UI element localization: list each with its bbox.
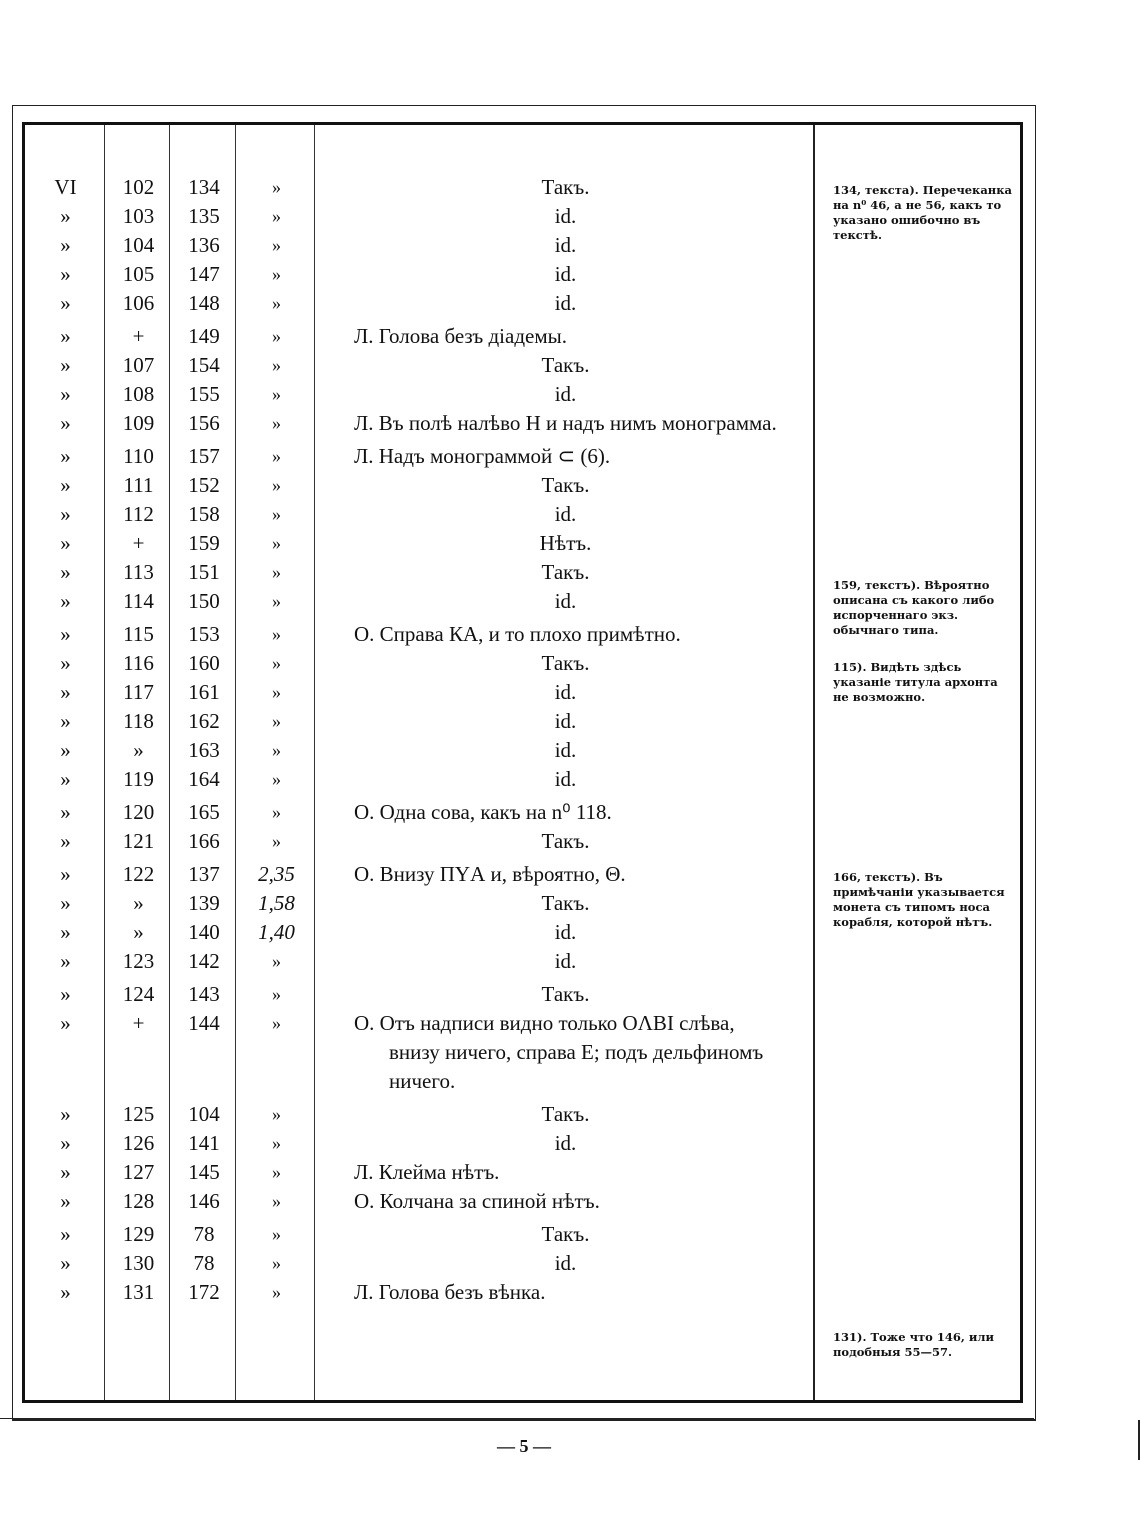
weight-cell: »: [272, 711, 281, 731]
table-row: [25, 947, 815, 976]
table-row: [25, 1129, 815, 1158]
series-cell: »: [60, 920, 71, 944]
number-cell: 124: [122, 982, 155, 1006]
catalog-number-cell: 166: [188, 829, 220, 853]
table-row: [25, 918, 815, 947]
description-cell: id.: [554, 291, 577, 315]
description-cell: id.: [554, 680, 577, 704]
catalog-number-cell: 146: [188, 1189, 220, 1213]
weight-cell: 2,35: [258, 862, 295, 886]
note: 159, текстъ). Вѣроятно описана съ какого либо испорченнаго экз. обычнаго типа.: [833, 578, 995, 637]
description-cell: [316, 409, 815, 438]
description-cell: id.: [554, 262, 577, 286]
weight-cell: »: [272, 293, 281, 313]
description-cell: [316, 442, 815, 471]
description-cell: id.: [554, 1131, 577, 1155]
series-cell: »: [60, 1189, 71, 1213]
catalog-number-cell: 143: [188, 982, 220, 1006]
table-row: [25, 1100, 815, 1129]
table-row: [25, 860, 815, 889]
description-cell: Такъ.: [541, 175, 590, 199]
weight-cell: »: [272, 1253, 281, 1273]
description-cell: [316, 620, 815, 649]
table-row: [25, 1187, 815, 1216]
weight-cell: »: [272, 831, 281, 851]
number-cell: 125: [122, 1102, 155, 1126]
series-cell: »: [60, 862, 71, 886]
catalog-number-cell: 157: [188, 444, 220, 468]
weight-cell: »: [272, 1013, 281, 1033]
description-cell: [316, 798, 815, 827]
description-text: Л. Въ полѣ налѣво Н и надъ нимъ монограмма.: [354, 411, 777, 435]
catalog-number-cell: 140: [188, 920, 220, 944]
number-cell: 120: [122, 800, 155, 824]
number-cell: 116: [123, 651, 154, 675]
number-cell: 111: [123, 473, 154, 497]
table-row: [25, 500, 815, 529]
number-cell: 110: [123, 444, 154, 468]
number-cell: 131: [122, 1280, 155, 1304]
description-cell: id.: [554, 920, 577, 944]
catalog-number-cell: 165: [188, 800, 220, 824]
number-cell: +: [132, 1011, 145, 1035]
series-cell: »: [60, 324, 71, 348]
description-text: О. Отъ надписи видно только ОΛВІ слѣва, внизу ничего, справа Е; подъ дельфиномъ ничего.: [354, 1011, 764, 1093]
table-row: [25, 798, 815, 827]
catalog-number-cell: 152: [188, 473, 220, 497]
description-cell: [316, 322, 815, 351]
table-row: [25, 529, 815, 558]
series-cell: »: [60, 589, 71, 613]
catalog-number-cell: 163: [188, 738, 220, 762]
weight-cell: »: [272, 984, 281, 1004]
table-row: [25, 409, 815, 438]
series-cell: »: [60, 411, 71, 435]
table-row: [25, 587, 815, 616]
catalog-number-cell: 158: [188, 502, 220, 526]
description-cell: Такъ.: [541, 982, 590, 1006]
description-cell: id.: [554, 738, 577, 762]
note: 166, текстъ). Въ примѣчаніи указывается монета съ типомъ носа корабля, которой нѣтъ.: [833, 870, 1005, 929]
description-cell: id.: [554, 1251, 577, 1275]
number-cell: »: [133, 738, 144, 762]
series-cell: »: [60, 382, 71, 406]
series-cell: »: [60, 560, 71, 584]
weight-cell: »: [272, 1191, 281, 1211]
description-cell: id.: [554, 589, 577, 613]
catalog-number-cell: 137: [188, 862, 220, 886]
number-cell: 122: [122, 862, 155, 886]
weight-cell: »: [272, 740, 281, 760]
description-cell: [316, 860, 815, 889]
bottom-rule: [0, 1418, 1034, 1419]
number-cell: 103: [122, 204, 155, 228]
table-body: [25, 173, 815, 1307]
series-cell: »: [60, 651, 71, 675]
description-cell: Такъ.: [541, 473, 590, 497]
series-cell: »: [60, 622, 71, 646]
table-row: [25, 558, 815, 587]
description-text: О. Колчана за спиной нѣтъ.: [354, 1189, 600, 1213]
description-cell: [316, 1278, 815, 1307]
catalog-number-cell: 161: [188, 680, 220, 704]
note: 131). Тоже что 146, или подобныя 55—57.: [833, 1330, 995, 1359]
weight-cell: »: [272, 562, 281, 582]
description-cell: Такъ.: [541, 353, 590, 377]
weight-cell: »: [272, 624, 281, 644]
weight-cell: »: [272, 1162, 281, 1182]
catalog-number-cell: 78: [193, 1251, 215, 1275]
table-row: [25, 289, 815, 318]
series-cell: »: [60, 204, 71, 228]
number-cell: 129: [122, 1222, 155, 1246]
series-cell: »: [60, 291, 71, 315]
series-cell: »: [60, 891, 71, 915]
description-cell: id.: [554, 382, 577, 406]
table-row: [25, 471, 815, 500]
table-row: [25, 1009, 815, 1096]
table-row: [25, 202, 815, 231]
weight-cell: »: [272, 235, 281, 255]
weight-cell: »: [272, 206, 281, 226]
weight-cell: »: [272, 177, 281, 197]
table-row: [25, 380, 815, 409]
table-row: [25, 1158, 815, 1187]
series-cell: »: [60, 1102, 71, 1126]
table-row: [25, 351, 815, 380]
series-cell: »: [60, 709, 71, 733]
series-cell: »: [60, 1251, 71, 1275]
series-cell: »: [60, 1280, 71, 1304]
weight-cell: »: [272, 1133, 281, 1153]
weight-cell: »: [272, 533, 281, 553]
table-row: [25, 442, 815, 471]
weight-cell: 1,58: [258, 891, 295, 915]
series-cell: »: [60, 949, 71, 973]
number-cell: 109: [122, 411, 155, 435]
weight-cell: 1,40: [258, 920, 295, 944]
weight-cell: »: [272, 413, 281, 433]
description-cell: [316, 1158, 815, 1187]
catalog-number-cell: 147: [188, 262, 220, 286]
weight-cell: »: [272, 446, 281, 466]
number-cell: 106: [122, 291, 155, 315]
weight-cell: »: [272, 591, 281, 611]
number-cell: »: [133, 891, 144, 915]
description-cell: id.: [554, 949, 577, 973]
number-cell: 115: [123, 622, 154, 646]
series-cell: »: [60, 444, 71, 468]
description-text: Л. Голова безъ діадемы.: [354, 324, 567, 348]
weight-cell: »: [272, 802, 281, 822]
table-row: [25, 649, 815, 678]
catalog-number-cell: 78: [193, 1222, 215, 1246]
catalog-number-cell: 160: [188, 651, 220, 675]
table-row: [25, 980, 815, 1009]
series-cell: »: [60, 233, 71, 257]
series-cell: »: [60, 1160, 71, 1184]
table-row: [25, 260, 815, 289]
weight-cell: »: [272, 384, 281, 404]
table-row: [25, 231, 815, 260]
table-row: [25, 765, 815, 794]
number-cell: 114: [123, 589, 154, 613]
table-row: [25, 736, 815, 765]
description-text: О. Внизу ПYА и, вѣроятно, Θ.: [354, 862, 626, 886]
series-cell: »: [60, 1011, 71, 1035]
number-cell: 121: [122, 829, 155, 853]
series-cell: VI: [54, 175, 77, 199]
description-cell: id.: [554, 709, 577, 733]
catalog-number-cell: 104: [188, 1102, 220, 1126]
number-cell: »: [133, 920, 144, 944]
catalog-number-cell: 136: [188, 233, 220, 257]
number-cell: 117: [123, 680, 154, 704]
catalog-number-cell: 172: [188, 1280, 220, 1304]
series-cell: »: [60, 1131, 71, 1155]
number-cell: 127: [122, 1160, 155, 1184]
weight-cell: »: [272, 355, 281, 375]
series-cell: »: [60, 982, 71, 1006]
table-row: [25, 827, 815, 856]
catalog-number-cell: 144: [188, 1011, 220, 1035]
table-row: [25, 322, 815, 351]
page-number: — 5 —: [497, 1436, 551, 1456]
catalog-number-cell: 149: [188, 324, 220, 348]
catalog-number-cell: 148: [188, 291, 220, 315]
description-cell: id.: [554, 767, 577, 791]
description-text: О. Одна сова, какъ на n⁰ 118.: [354, 800, 612, 824]
series-cell: »: [60, 262, 71, 286]
note: 134, текста). Перечеканка на n⁰ 46, а не 56, какъ то указано ошибочно въ текстѣ.: [833, 183, 1012, 242]
series-cell: »: [60, 738, 71, 762]
weight-cell: »: [272, 475, 281, 495]
number-cell: +: [132, 531, 145, 555]
catalog-number-cell: 150: [188, 589, 220, 613]
catalog-number-cell: 164: [188, 767, 220, 791]
series-cell: »: [60, 767, 71, 791]
description-cell: Такъ.: [541, 1102, 590, 1126]
series-cell: »: [60, 353, 71, 377]
series-cell: »: [60, 531, 71, 555]
number-cell: 112: [123, 502, 154, 526]
description-cell: id.: [554, 233, 577, 257]
series-cell: »: [60, 1222, 71, 1246]
series-cell: »: [60, 473, 71, 497]
catalog-number-cell: 141: [188, 1131, 220, 1155]
table-row: [25, 1220, 815, 1249]
description-cell: id.: [554, 204, 577, 228]
number-cell: 104: [122, 233, 155, 257]
number-cell: 107: [122, 353, 155, 377]
table-frame: [22, 122, 1023, 1403]
description-cell: Такъ.: [541, 560, 590, 584]
table-row: [25, 1278, 815, 1307]
description-cell: Такъ.: [541, 651, 590, 675]
catalog-number-cell: 135: [188, 204, 220, 228]
series-cell: »: [60, 829, 71, 853]
table-row: [25, 1249, 815, 1278]
description-text: О. Справа КА, и то плохо примѣтно.: [354, 622, 681, 646]
weight-cell: »: [272, 769, 281, 789]
description-cell: Нѣтъ.: [539, 531, 592, 555]
description-text: Л. Клейма нѣтъ.: [354, 1160, 500, 1184]
description-cell: [316, 1009, 815, 1096]
description-cell: id.: [554, 502, 577, 526]
catalog-number-cell: 145: [188, 1160, 220, 1184]
description-cell: [316, 1187, 815, 1216]
table-row: [25, 173, 815, 202]
catalog-number-cell: 134: [188, 175, 220, 199]
number-cell: 130: [122, 1251, 155, 1275]
table-row: [25, 620, 815, 649]
number-cell: +: [132, 324, 145, 348]
catalog-number-cell: 159: [188, 531, 220, 555]
number-cell: 108: [122, 382, 155, 406]
number-cell: 123: [122, 949, 155, 973]
weight-cell: »: [272, 504, 281, 524]
catalog-number-cell: 154: [188, 353, 220, 377]
note: 115). Видѣть здѣсь указаніе титула архонта не возможно.: [833, 660, 998, 704]
description-cell: Такъ.: [541, 1222, 590, 1246]
catalog-number-cell: 151: [188, 560, 220, 584]
table-row: [25, 889, 815, 918]
catalog-number-cell: 142: [188, 949, 220, 973]
description-text: Л. Голова безъ вѣнка.: [354, 1280, 546, 1304]
number-cell: 126: [122, 1131, 155, 1155]
series-cell: »: [60, 502, 71, 526]
number-cell: 102: [122, 175, 155, 199]
description-cell: Такъ.: [541, 829, 590, 853]
catalog-number-cell: 155: [188, 382, 220, 406]
catalog-number-cell: 162: [188, 709, 220, 733]
weight-cell: »: [272, 326, 281, 346]
catalog-number-cell: 153: [188, 622, 220, 646]
weight-cell: »: [272, 1282, 281, 1302]
weight-cell: »: [272, 264, 281, 284]
table-row: [25, 707, 815, 736]
number-cell: 113: [123, 560, 154, 584]
weight-cell: »: [272, 682, 281, 702]
table-row: [25, 678, 815, 707]
series-cell: »: [60, 800, 71, 824]
catalog-number-cell: 139: [188, 891, 220, 915]
number-cell: 119: [123, 767, 154, 791]
number-cell: 128: [122, 1189, 155, 1213]
description-cell: Такъ.: [541, 891, 590, 915]
number-cell: 105: [122, 262, 155, 286]
series-cell: »: [60, 680, 71, 704]
catalog-number-cell: 156: [188, 411, 220, 435]
description-text: Л. Надъ монограммой ⊂ (6).: [354, 444, 611, 468]
weight-cell: »: [272, 1224, 281, 1244]
weight-cell: »: [272, 653, 281, 673]
weight-cell: »: [272, 1104, 281, 1124]
number-cell: 118: [123, 709, 154, 733]
weight-cell: »: [272, 951, 281, 971]
